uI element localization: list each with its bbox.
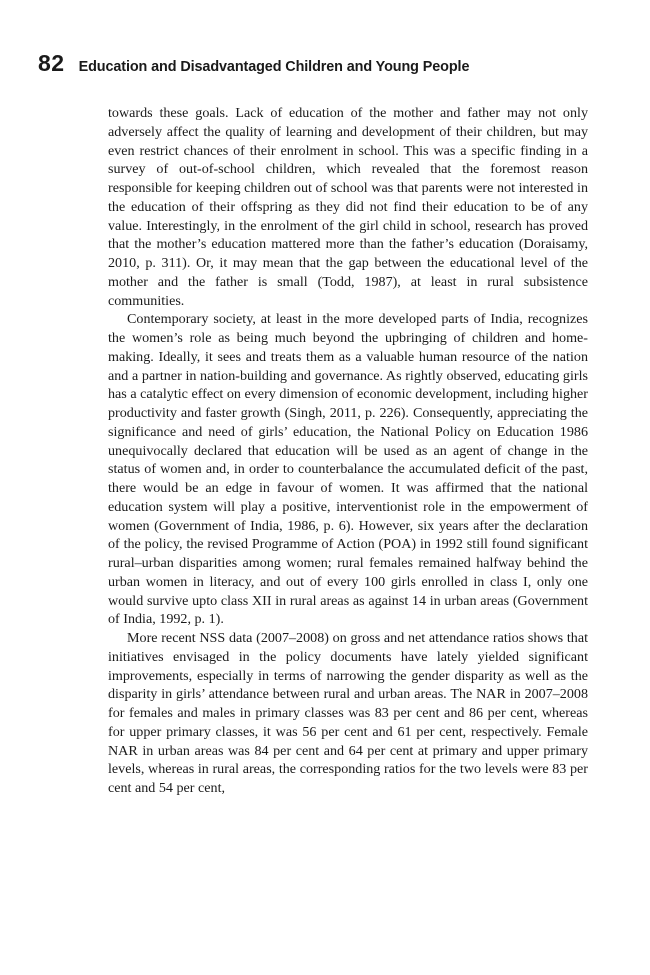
running-head: [38, 50, 618, 77]
running-title: Education and Disadvantaged Children and Young People: [78, 59, 470, 75]
paragraph-continuation: towards these goals. Lack of education of the mother and father may not only adversely affect the quality of learning and development of their children, but may even restrict chances of their enrolment in school. This was a specific finding in a survey of out-of-school children, which revealed that the foremost reason responsible for keeping children out of school was that parents were not interested in the education of their offspring as they did not find their education to be of any value. Interestingly, in the enrolment of the girl child in school, research has proved that the mother’s education mattered more than the father’s education (Doraisamy, 2010, p. 311). Or, it may mean that the gap between the educational level of the mother and the father is small (Todd, 1987), at least in rural subsistence communities.: [108, 105, 588, 309]
paragraph-nss-data: More recent NSS data (2007–2008) on gross and net attendance ratios shows that initiatives envisaged in the policy documents have lately yielded significant improvements, especially in terms of narrowing the gender disparity as well as the disparity in girls’ attendance between rural and urban areas. The NAR in 2007–2008 for females and males in primary classes was 83 per cent and 86 per cent, whereas for upper primary classes, it was 56 per cent and 61 per cent, respectively. Female NAR in urban areas was 84 per cent and 64 per cent at primary and upper primary levels, whereas in rural areas, the corresponding ratios for the two levels were 83 per cent and 54 per cent,: [108, 630, 588, 796]
paragraph-contemporary-society: Contemporary society, at least in the more developed parts of India, recognizes the women’s role as being much beyond the upbringing of children and home-making. Ideally, it sees and treats them as a valuable human resource of the nation and a partner in nation-building and governance. As rightly observed, educating girls has a catalytic effect on every dimension of economic development, including higher productivity and faster growth (Singh, 2011, p. 226). Consequently, appreciating the significance and need of girls’ education, the National Policy on Education 1986 unequivocally declared that education will be used as an agent of change in the status of women and, in order to counterbalance the accumulated deficit of the past, there would be an edge in favour of women. It was affirmed that the national education system will play a positive, interventionist role in the empowerment of women (Government of India, 1986, p. 6). However, six years after the declaration of the policy, the revised Programme of Action (POA) in 1992 still found significant rural–urban disparities among women; rural females remained halfway behind the urban women in literacy, and out of every 100 girls enrolled in class I, only one would survive upto class XII in rural areas as against 14 in urban areas (Government of India, 1992, p. 1).: [108, 311, 588, 628]
page-number: 82: [38, 50, 65, 76]
body-text: [108, 104, 588, 798]
